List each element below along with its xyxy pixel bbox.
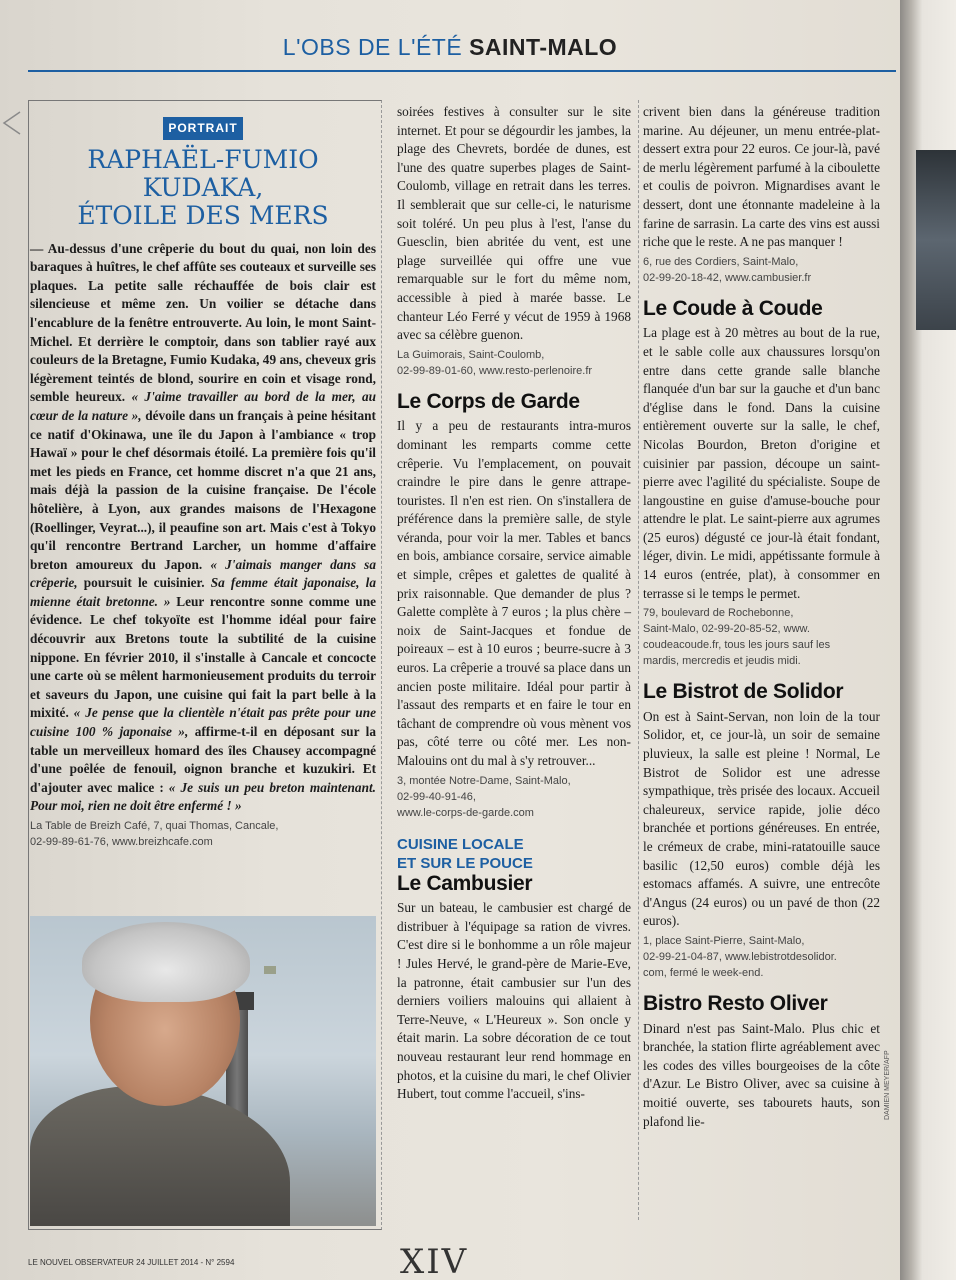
portrait-address-line-1: La Table de Breizh Café, 7, quai Thomas, Cancale, <box>30 820 279 832</box>
coude-a-coude-title: Le Coude à Coude <box>643 296 823 320</box>
cambusier-continued-text: crivent bien dans la généreuse tradition marine. Au déjeuner, un menu entrée-plat-dessert extra pour 22 euros. Ce jour-là, pavé de merlu légèrement parfumé à la ciboulette et coulis de poivron. Mignardises avant le dessert, dont une étonnante madeleine à la farine de sarrasin. La carte des vins est aussi riche que le reste. A ne pas manquer ! <box>643 104 880 250</box>
corps-de-garde-address <box>397 773 631 821</box>
portrait-address-line-2: 02-99-89-61-76, www.breizhcafe.com <box>30 836 213 848</box>
corps-address-line-3: www.le-corps-de-garde.com <box>397 806 534 819</box>
bistrot-address-line-2: 02-99-21-04-87, www.lebistrotdesolidor. <box>643 950 837 963</box>
hair-shape <box>82 922 250 1002</box>
coude-address-line-3: coudeacoude.fr, tous les jours sauf les <box>643 639 831 652</box>
right-column <box>643 103 880 1131</box>
bistro-resto-oliver-title: Bistro Resto Oliver <box>643 991 828 1015</box>
portrait-title-line-2: ÉTOILE DES MERS <box>77 200 329 230</box>
cambusier-address <box>643 254 880 286</box>
flag-shape <box>264 966 276 974</box>
kicker-line-1: CUISINE LOCALE <box>397 835 524 853</box>
portrait-quote-3: Sa femme était japonaise, la mienne était bretonne. » <box>30 575 376 609</box>
section-kicker <box>397 835 631 873</box>
portrait-body <box>30 240 376 816</box>
header-city: SAINT-MALO <box>469 34 618 60</box>
portrait-title-line-1: RAPHAËL-FUMIO KUDAKA, <box>87 144 319 202</box>
page-number: XIV <box>400 1242 469 1280</box>
portrait-title <box>30 146 376 230</box>
bistrot-address-line-3: com, fermé le week-end. <box>643 966 764 979</box>
portrait-text-1: — Au-dessus d'une crêperie du bout du quai, non loin des baraques à huîtres, le chef affûte ses couteaux et surveille ses plaques. La petite salle réchauffée de bois clair est silencieuse et même zen. Un voilier se détache dans l'encablure de la fenêtre entrouverte. Au loin, le mont Saint-Michel. Et derrière le comptoir, dans son tablier rayé aux couleurs de la Bretagne, Fumio Kudaka, 49 ans, cheveux gris légèrement teintés de blond, sourire en coin et visage rond, semble heureux. <box>30 240 376 405</box>
column-divider <box>638 100 639 1220</box>
coude-a-coude-address <box>643 605 880 669</box>
portrait-tag: PORTRAIT <box>163 117 243 140</box>
portrait-address <box>30 818 376 850</box>
portrait-quote-1: « J'aime travailler au bord de la mer, au cœur de la nature », <box>30 389 376 423</box>
continued-address-line-1: La Guimorais, Saint-Coulomb, <box>397 348 545 361</box>
cambusier-address-line-2: 02-99-20-18-42, www.cambusier.fr <box>643 271 812 284</box>
page-header <box>0 34 900 61</box>
continued-address-line-2: 02-99-89-01-60, www.resto-perlenoire.fr <box>397 364 593 377</box>
shirt-shape <box>30 1086 290 1226</box>
photo-credit: DAMIEN MEYER/AFP <box>884 1050 891 1120</box>
chef-photo <box>30 916 376 1226</box>
coude-address-line-1: 79, boulevard de Rochebonne, <box>643 607 794 620</box>
bistrot-de-solidor-address <box>643 933 880 981</box>
portrait-column <box>30 103 376 850</box>
header-section: L'OBS DE L'ÉTÉ <box>282 34 463 60</box>
bistrot-de-solidor-title: Le Bistrot de Solidor <box>643 680 844 704</box>
coude-a-coude-text: La plage est à 20 mètres au bout de la rue, et le sable colle aux chaussures lorsqu'on entre dans cette grande salle blanche flanquée d'un bar sur la gauche et d'un banc d'église dans le fond. Dans la cuisine entièrement ouverte sur la salle, le chef, Nicolas Bourdon, Breton d'origine et cuisinier par passion, découpe un saint-pierre avec l'agilité du spécialiste. Soupe de langoustine en guise d'amuse-bouche pour attendre le plat. Le saint-pierre aux agrumes (25 euros) dégusté ce jour-là était fondant, léger, divin. Le midi, appétissante formule à 14 euros (entrée, plat), à consommer en terrasse si le temps le permet. <box>643 325 880 601</box>
cambusier-title: Le Cambusier <box>397 871 533 895</box>
kicker-line-2: ET SUR LE POUCE <box>397 854 533 872</box>
continued-text: soirées festives à consulter sur le site internet. Et pour se dégourdir les jambes, la plage des Chevrets, bordée de dunes, est l'une des quatre superbes plages de Saint-Coulomb, village en retrait dans les terres. Il semblerait que sur celle-ci, le naturisme soit toléré. Un peu plus à l'est, l'anse du Guesclin, bien abritée du vent, est une plage surveillée qui offre une vue remarquable sur le fort du même nom, accessible à pied à marée basse. Le chanteur Léo Ferré y vécut de 1959 à 1968 avec sa célèbre guenon. <box>397 104 631 343</box>
portrait-quote-2: « J'aimais manger dans sa crêperie, <box>30 556 376 591</box>
corps-de-garde-text: Il y a peu de restaurants intra-muros dominant les remparts comme cette crêperie. Vu l'emplacement, on pouvait craindre le pire dans le genre attrape-touristes. Il n'en est rien. On s'installera de préférence dans la première salle, de style véranda, pour voir la mer. Tables et bancs en bois, ambiance corsaire, service aimable et simple, crêpes et galettes de qualité à prix raisonnable. Que demander de plus ? Galette complète à 7 euros ; la plus chère – noix de Saint-Jacques et fondue de poireaux – est à 10 euros ; beurre-sucre à 3 euros. La crêperie a trouvé sa place dans un ancien poste militaire. Idéal pour partir à l'assaut des remparts et en faire le tour en tâchant de comprendre où vous mènent vos pas, côté terre ou côté mer. Les non-Malouins ont du mal à s'y retrouver... <box>397 418 631 768</box>
bistrot-address-line-1: 1, place Saint-Pierre, Saint-Malo, <box>643 934 805 947</box>
cambusier-address-line-1: 6, rue des Cordiers, Saint-Malo, <box>643 255 799 268</box>
continued-address <box>397 347 631 379</box>
portrait-text-3: poursuit le cuisinier. <box>77 575 211 591</box>
arrow-left-icon <box>0 110 26 136</box>
corps-address-line-1: 3, montée Notre-Dame, Saint-Malo, <box>397 774 571 787</box>
portrait-quote-4: « Je pense que la clientèle n'était pas prête pour une cuisine 100 % japonaise », <box>30 705 377 740</box>
cambusier-text: Sur un bateau, le cambusier est chargé de distribuer à l'équipage sa ration de vivres. C'est dire si le bonhomme a un rôle majeur ! Jules Hervé, le grand-père de Marie-Eve, la patronne, était cambusier sur l'un des derniers voiliers malouins qui allaient à Terre-Neuve, « L'Heureux ». Son oncle y était marin. La sobre décoration de ce tout nouveau restaurant leur rend hommage en photos, et la cuisine du mari, le chef Olivier Hubert, tout comme l'accueil, s'ins- <box>397 900 631 1102</box>
bistrot-de-solidor-text: On est à Saint-Servan, non loin de la tour Solidor, et, ce jour-là, un soir de semaine pluvieux, la salle est pleine ! Normal, Le Bistrot de Solidor est une adresse sympathique, très prisée des locaux. Accueil chaleureux, service rapide, jolie déco branchée et portions généreuses. En entrée, le crémeux de crabe, mini-ratatouille sauce basilic (12,50 euros) comble déjà les estomacs affamés. A suivre, une entrecôte d'Angus (24 euros) ou un pavé de thon (22 euros). <box>643 708 880 929</box>
footer-publication-line: LE NOUVEL OBSERVATEUR 24 JUILLET 2014 - N° 2594 <box>28 1258 235 1267</box>
portrait-text-5: affirme-t-il en déposant sur la table un merveilleux homard des îles Chausey accompagné d'une poêlée de fenouil, oignon branche et kuzukiri. Et d'ajouter avec malice : <box>30 724 377 795</box>
portrait-text-4: Leur rencontre sonne comme une évidence. Le chef tokyoïte est l'homme idéal pour faire découvrir aux Bretons toute la subtilité de la cuisine nippone. En février 2010, il s'installe à Cancale et concocte une carte où se mêlent harmonieusement produits du terroir et saveurs du Japon, une cuisine qui fait la part belle à la mixité. <box>30 593 376 721</box>
middle-column <box>397 103 631 1104</box>
header-rule <box>28 70 896 72</box>
corps-de-garde-title: Le Corps de Garde <box>397 389 580 413</box>
corps-address-line-2: 02-99-40-91-46, <box>397 790 476 803</box>
bistro-resto-oliver-text: Dinard n'est pas Saint-Malo. Plus chic et branchée, la station flirte agréablement avec les codes des villes bourgeoises de la côte d'Azur. Le Bistro Oliver, avec sa cuisine à moitié ouverte, ses tabourets hauts, son plafond lie- <box>643 1020 880 1129</box>
next-page-photo <box>916 150 956 330</box>
coude-address-line-2: Saint-Malo, 02-99-20-85-52, www. <box>643 623 810 636</box>
portrait-text-2: dévoile dans un français à peine hésitant ce natif d'Okinawa, une île du Japon à l'ambiance « trop Hawaï » pour le chef désormais étoilé. La première fois qu'il met les pieds en France, cet homme discret n'a que 21 ans, mais déjà la passion de la cuisine française. De l'école hôtelière, à Lyon, aux grandes maisons de l'Hexagone (Roellinger, Veyrat...), il peaufine son art. Mais c'est à Tokyo qu'il rencontre Bertrand Larcher, un homme d'affaire breton amoureux du Japon. <box>30 407 376 572</box>
portrait-quote-5: « Je suis un peu breton maintenant. Pour moi, rien ne doit être enfermé ! » <box>30 779 376 814</box>
coude-address-line-4: mardis, mercredis et jeudis midi. <box>643 655 801 668</box>
